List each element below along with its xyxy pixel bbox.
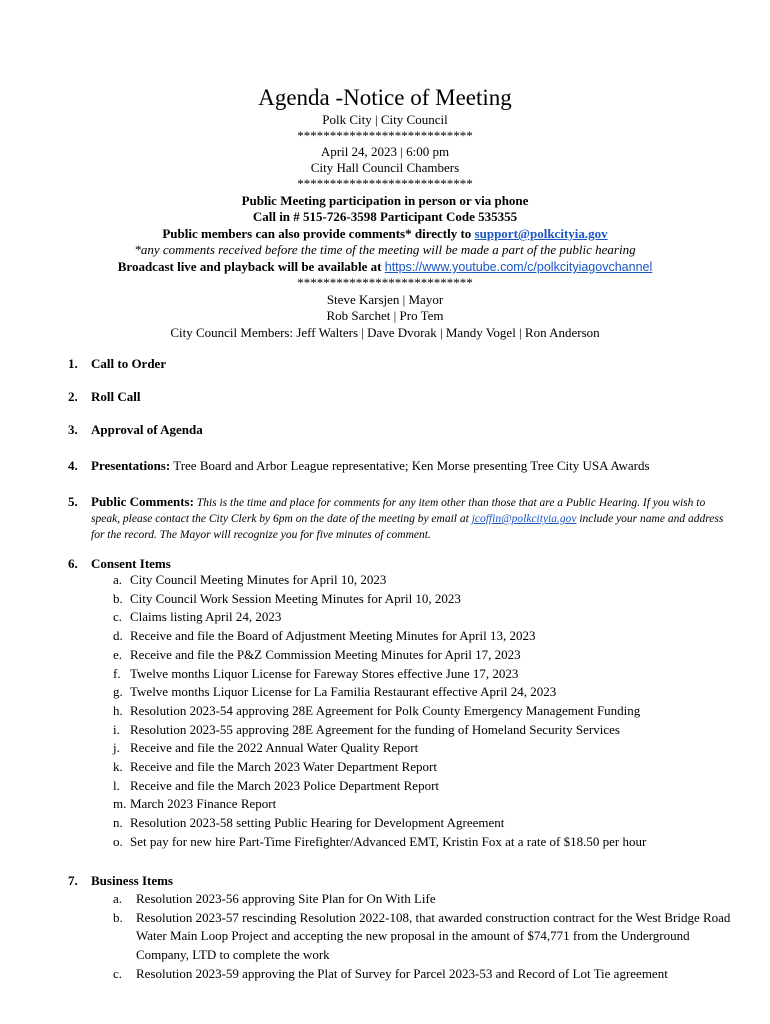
list-item: [113, 965, 736, 984]
list-item-text: City Council Work Session Meeting Minutes for April 10, 2023: [130, 590, 461, 606]
item-heading: Presentations:: [91, 458, 171, 473]
item-number: 3.: [68, 422, 78, 437]
comments-prefix: Public members can also provide comments* directly to: [162, 226, 475, 241]
public-comments-text-end: include your name and address for the record. The Mayor will recognize you for five minutes of comment.: [91, 513, 724, 541]
item-heading: Business Items: [91, 873, 173, 888]
separator-stars: ***************************: [297, 128, 473, 143]
list-item-text: Claims listing April 24, 2023: [130, 609, 282, 625]
separator-stars: ***************************: [297, 176, 473, 191]
list-item-letter: a.: [113, 891, 123, 906]
item-number: 1.: [68, 356, 78, 371]
list-item: [113, 890, 736, 909]
list-item: [113, 627, 646, 646]
agenda-item-public-comments-number: [68, 494, 91, 510]
list-item: [113, 683, 646, 702]
list-item: [113, 646, 646, 665]
list-item-text: Receive and file the P&Z Commission Meeting Minutes for April 17, 2023: [130, 646, 521, 662]
list-item: [113, 909, 736, 965]
list-item-text: Receive and file the Board of Adjustment Meeting Minutes for April 13, 2023: [130, 628, 536, 644]
list-item: [113, 739, 646, 758]
list-item-text: Twelve months Liquor License for La Familia Restaurant effective April 24, 2023: [130, 684, 557, 700]
comments-line: [0, 226, 770, 242]
comments-note: *any comments received before the time of the meeting will be made a part of the public hearing: [134, 242, 636, 257]
item-number: 4.: [68, 458, 78, 473]
list-item: [113, 571, 646, 590]
broadcast-prefix: Broadcast live and playback will be available at: [117, 259, 385, 274]
list-item: [113, 758, 646, 777]
list-item-letter: o.: [113, 833, 123, 849]
list-item-text: Resolution 2023-58 setting Public Hearing for Development Agreement: [130, 815, 505, 831]
list-item: [113, 608, 646, 627]
list-item-letter: k.: [113, 759, 123, 775]
meeting-date-time: April 24, 2023 | 6:00 pm: [320, 144, 450, 159]
list-item: [113, 665, 646, 684]
item-text: Tree Board and Arbor League representative; Ken Morse presenting Tree City USA Awards: [170, 458, 650, 473]
item-heading: Call to Order: [91, 356, 167, 371]
list-item-letter: i.: [113, 721, 120, 737]
list-item-letter: l.: [113, 777, 120, 793]
page-title: Agenda -Notice of Meeting: [258, 85, 512, 110]
list-item-letter: n.: [113, 815, 123, 831]
agenda-item-business: [68, 873, 173, 889]
youtube-channel-link[interactable]: https://www.youtube.com/c/polkcityiagovchannel: [384, 260, 653, 274]
item-heading: Approval of Agenda: [91, 422, 203, 437]
list-item-letter: a.: [113, 572, 123, 587]
list-item-text: Receive and file the 2022 Annual Water Quality Report: [130, 740, 419, 756]
list-item-text: Receive and file the March 2023 Police Department Report: [130, 777, 440, 793]
list-item-letter: c.: [113, 965, 123, 981]
list-item-text: Receive and file the March 2023 Water Department Report: [130, 759, 437, 775]
list-item: [113, 721, 646, 740]
item-number: 6.: [68, 556, 78, 571]
list-item-text: Resolution 2023-59 approving the Plat of Survey for Parcel 2023-53 and Record of Lot Tie agreement: [136, 965, 668, 981]
list-item: [113, 590, 646, 609]
consent-items-list: [113, 571, 646, 852]
list-item-letter: c.: [113, 609, 123, 625]
list-item-letter: b.: [113, 909, 123, 925]
list-item-letter: m.: [113, 796, 127, 812]
list-item-text: Set pay for new hire Part-Time Firefighter/Advanced EMT, Kristin Fox at a rate of $18.50 per hour: [130, 833, 647, 849]
support-email-link[interactable]: support@polkcityia.gov: [474, 226, 608, 241]
list-item-text: Resolution 2023-56 approving Site Plan for On With Life: [136, 891, 436, 906]
list-item-text: Resolution 2023-54 approving 28E Agreement for Polk County Emergency Management Funding: [130, 702, 641, 718]
agenda-item-presentations: [68, 458, 650, 474]
agenda-item-call-to-order: [68, 356, 166, 372]
item-heading: Public Comments:: [91, 494, 194, 509]
list-item-letter: f.: [113, 665, 121, 681]
list-item: [113, 777, 646, 796]
broadcast-line: [0, 259, 770, 275]
call-in-info: Call in # 515-726-3598 Participant Code 535355: [252, 209, 518, 224]
item-heading: Roll Call: [91, 389, 141, 404]
list-item: [113, 833, 646, 852]
list-item-text: City Council Meeting Minutes for April 10, 2023: [130, 572, 387, 587]
list-item-letter: d.: [113, 628, 123, 644]
list-item-letter: g.: [113, 684, 123, 700]
list-item-letter: h.: [113, 702, 123, 718]
list-item-letter: e.: [113, 646, 123, 662]
pro-tem-line: Rob Sarchet | Pro Tem: [326, 308, 444, 323]
public-comments-text: This is the time and place for comments for any item other than those that are a Public Hearing. If you wish to speak, please contact the City Clerk by 6pm on the date of the meeting by email at: [91, 497, 706, 525]
item-heading: Consent Items: [91, 556, 171, 571]
list-item: [113, 795, 646, 814]
list-item: [113, 814, 646, 833]
agenda-item-consent: [68, 556, 171, 572]
list-item-letter: b.: [113, 590, 123, 606]
meeting-location: City Hall Council Chambers: [310, 160, 460, 175]
agenda-item-approval: [68, 422, 203, 438]
separator-stars: ***************************: [297, 275, 473, 290]
council-members-line: City Council Members: Jeff Walters | Dave Dvorak | Mandy Vogel | Ron Anderson: [170, 325, 600, 340]
agenda-item-roll-call: [68, 389, 140, 405]
list-item-letter: j.: [113, 740, 120, 756]
mayor-line: Steve Karsjen | Mayor: [326, 292, 444, 307]
list-item: [113, 702, 646, 721]
meeting-body: Polk City | City Council: [322, 112, 448, 127]
item-number: 5.: [68, 494, 78, 509]
clerk-email-link[interactable]: jcoffin@polkcityia.gov: [471, 513, 577, 525]
list-item-text: March 2023 Finance Report: [130, 796, 277, 812]
list-item-text: Resolution 2023-57 rescinding Resolution 2022-108, that awarded construction contract for the West Bridge Road Water Main Loop Project and accepting the new proposal in the amount of $74,771 from the Underground Company, LTD to complete the work: [136, 909, 731, 963]
item-number: 2.: [68, 389, 78, 404]
participation-note: Public Meeting participation in person or via phone: [241, 193, 529, 208]
business-items-list: [113, 890, 736, 984]
item-number: 7.: [68, 873, 78, 888]
list-item-text: Resolution 2023-55 approving 28E Agreement for the funding of Homeland Security Services: [130, 721, 620, 737]
agenda-item-public-comments: [91, 494, 731, 543]
list-item-text: Twelve months Liquor License for Fareway Stores effective June 17, 2023: [130, 665, 519, 681]
